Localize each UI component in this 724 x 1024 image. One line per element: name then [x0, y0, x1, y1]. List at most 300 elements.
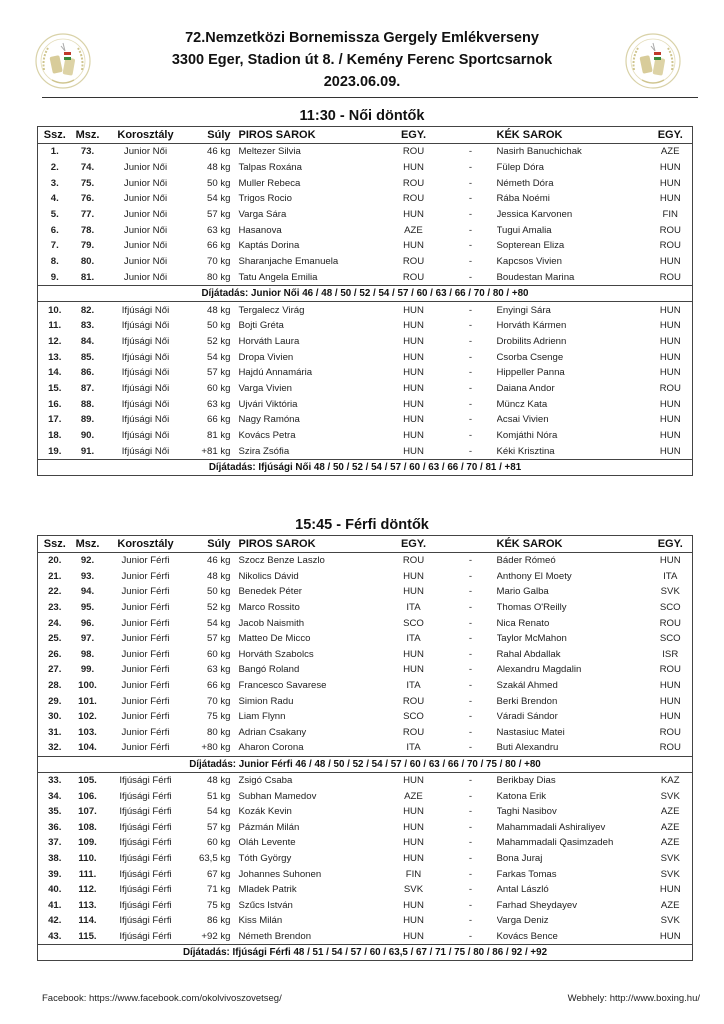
- blue-corner-boxer: Anthony El Moety: [496, 570, 572, 582]
- bout-weight: 66 kg: [207, 414, 231, 426]
- blue-corner-boxer: Taylor McMahon: [496, 633, 567, 645]
- prize-ceremony-row: [38, 756, 693, 772]
- bout-separator: -: [468, 680, 473, 692]
- col-category: Korosztály: [104, 127, 188, 144]
- bout-number: 23.: [48, 602, 62, 614]
- bout-number: 1.: [50, 146, 59, 158]
- bout-number: 39.: [48, 868, 62, 880]
- blue-corner-country: HUN: [659, 445, 681, 457]
- prize-ceremony-text: Díjátadás: Junior Férfi 46 / 48 / 50 / 52 / 54 / 57 / 60 / 63 / 66 / 70 / 75 / 80 / +80: [38, 756, 693, 772]
- bout-row: [38, 144, 693, 160]
- bout-weight: 75 kg: [207, 899, 231, 911]
- blue-corner-boxer: Jessica Karvonen: [496, 209, 573, 221]
- blue-corner-country: HUN: [659, 177, 681, 189]
- blue-corner-country: HUN: [659, 367, 681, 379]
- blue-corner-country: HUN: [659, 695, 681, 707]
- blue-corner-boxer: Taghi Nasibov: [496, 806, 557, 818]
- blue-corner-boxer: Nasirh Banuchichak: [496, 146, 582, 158]
- website-link[interactable]: Webhely: http://www.boxing.hu/: [567, 993, 700, 1004]
- blue-corner-boxer: Szakál Ahmed: [496, 680, 558, 692]
- bout-weight: 54 kg: [207, 806, 231, 818]
- bout-row: [38, 647, 693, 663]
- bout-separator: -: [468, 209, 473, 221]
- bout-weight: 60 kg: [207, 648, 231, 660]
- bout-number: 12.: [48, 335, 62, 347]
- bout-weight: 48 kg: [207, 304, 231, 316]
- bout-number: 15.: [48, 382, 62, 394]
- match-number: 91.: [80, 445, 95, 457]
- bout-number: 38.: [48, 852, 62, 864]
- blue-corner-boxer: Nastasiuc Matei: [496, 726, 565, 738]
- red-corner-country: HUN: [403, 320, 424, 332]
- bout-weight: 70 kg: [207, 695, 231, 707]
- blue-corner-country: HUN: [659, 193, 681, 205]
- red-corner-country: ITA: [406, 602, 421, 614]
- bout-weight: +81 kg: [201, 445, 231, 457]
- red-corner-boxer: Hajdú Annamária: [238, 367, 313, 379]
- bout-category: Junior Női: [123, 162, 168, 174]
- bout-separator: -: [468, 884, 473, 896]
- bout-separator: -: [468, 775, 473, 787]
- bout-category: Junior Férfi: [121, 602, 170, 614]
- blue-corner-boxer: Enyingi Sára: [496, 304, 551, 316]
- match-number: 107.: [78, 806, 97, 818]
- red-corner-boxer: Hasanova: [238, 224, 282, 236]
- red-corner-country: ROU: [402, 256, 425, 268]
- blue-corner-country: SVK: [660, 868, 680, 880]
- col-ssz: Ssz.: [38, 536, 72, 553]
- blue-corner-boxer: Bona Juraj: [496, 852, 543, 864]
- match-number: 105.: [78, 775, 97, 787]
- match-number: 90.: [80, 430, 95, 442]
- red-corner-country: SCO: [403, 617, 424, 629]
- bout-weight: 57 kg: [207, 633, 231, 645]
- red-corner-boxer: Oláh Levente: [238, 837, 296, 849]
- blue-corner-country: ROU: [659, 617, 681, 629]
- bout-weight: 71 kg: [207, 884, 231, 896]
- bout-number: 13.: [48, 351, 62, 363]
- match-number: 108.: [78, 821, 97, 833]
- bout-weight: 63,5 kg: [199, 852, 231, 864]
- bout-weight: 63 kg: [207, 664, 231, 676]
- bout-row: [38, 882, 693, 898]
- bout-category: Junior Férfi: [121, 726, 170, 738]
- bout-row: [38, 569, 693, 585]
- match-number: 87.: [80, 382, 95, 394]
- match-number: 85.: [80, 351, 95, 363]
- red-corner-boxer: Németh Brendon: [238, 930, 312, 942]
- red-corner-country: HUN: [403, 382, 424, 394]
- bout-row: [38, 740, 693, 756]
- blue-corner-country: ROU: [659, 664, 681, 676]
- blue-corner-boxer: Mahammadali Ashiraliyev: [496, 821, 606, 833]
- blue-corner-boxer: Buti Alexandru: [496, 742, 559, 754]
- red-corner-country: HUN: [403, 586, 424, 598]
- red-corner-country: AZE: [404, 790, 423, 802]
- red-corner-country: HUN: [403, 162, 424, 174]
- bout-number: 33.: [48, 775, 62, 787]
- match-number: 100.: [78, 680, 97, 692]
- bout-separator: -: [468, 193, 473, 205]
- bout-number: 27.: [48, 664, 62, 676]
- bout-category: Ifjúsági Férfi: [119, 899, 172, 911]
- prize-ceremony-text: Díjátadás: Ifjúsági Női 48 / 50 / 52 / 54 / 57 / 60 / 63 / 66 / 70 / 81 / +81: [38, 460, 693, 476]
- col-msz: Msz.: [72, 536, 104, 553]
- red-corner-boxer: Marco Rossito: [238, 602, 300, 614]
- bout-number: 32.: [48, 742, 62, 754]
- bout-separator: -: [468, 586, 473, 598]
- red-corner-country: HUN: [403, 899, 424, 911]
- bouts-body-women: [38, 144, 693, 476]
- red-corner-country: HUN: [403, 821, 424, 833]
- red-corner-country: HUN: [403, 775, 424, 787]
- bout-separator: -: [468, 367, 473, 379]
- bout-separator: -: [468, 445, 473, 457]
- event-title: 72.Nemzetközi Bornemissza Gergely Emlékverseny: [185, 30, 539, 46]
- table-header-row: [38, 127, 693, 144]
- bout-row: [38, 788, 693, 804]
- bout-category: Ifjúsági Férfi: [119, 790, 172, 802]
- bout-category: Junior Női: [123, 193, 168, 205]
- bout-category: Ifjúsági Férfi: [119, 852, 172, 864]
- red-corner-country: HUN: [403, 570, 424, 582]
- bout-number: 3.: [50, 177, 59, 189]
- blue-corner-country: HUN: [659, 256, 681, 268]
- red-corner-boxer: Francesco Savarese: [238, 680, 327, 692]
- match-number: 97.: [80, 633, 95, 645]
- red-corner-boxer: Adrian Csakany: [238, 726, 307, 738]
- red-corner-boxer: Tatu Angela Emilia: [238, 271, 318, 283]
- match-number: 98.: [80, 648, 95, 660]
- blue-corner-boxer: Rahal Abdallak: [496, 648, 561, 660]
- bout-weight: 48 kg: [207, 162, 231, 174]
- bout-weight: 54 kg: [207, 351, 231, 363]
- red-corner-country: SCO: [403, 711, 424, 723]
- bout-row: [38, 207, 693, 223]
- prize-ceremony-row: [38, 286, 693, 302]
- blue-corner-boxer: Farhad Sheydayev: [496, 899, 578, 911]
- blue-corner-country: HUN: [659, 320, 681, 332]
- bout-row: [38, 835, 693, 851]
- red-corner-country: FIN: [405, 868, 422, 880]
- bout-number: 19.: [48, 445, 62, 457]
- bout-number: 4.: [50, 193, 59, 205]
- col-blue-corner: KÉK SAROK: [497, 127, 649, 144]
- red-corner-country: HUN: [403, 664, 424, 676]
- red-corner-boxer: Szira Zsófia: [238, 445, 290, 457]
- bout-separator: -: [468, 617, 473, 629]
- bout-separator: -: [468, 742, 473, 754]
- red-corner-country: ROU: [402, 726, 425, 738]
- bout-separator: -: [468, 790, 473, 802]
- bout-weight: 46 kg: [207, 555, 231, 567]
- bout-number: 31.: [48, 726, 62, 738]
- bout-category: Junior Női: [123, 240, 168, 252]
- bout-weight: 48 kg: [207, 775, 231, 787]
- bout-category: Ifjúsági Női: [121, 367, 170, 379]
- match-number: 84.: [80, 335, 95, 347]
- bout-number: 29.: [48, 695, 62, 707]
- bout-category: Ifjúsági Női: [121, 304, 170, 316]
- red-corner-country: ROU: [402, 695, 425, 707]
- blue-corner-country: AZE: [660, 899, 680, 911]
- bout-number: 16.: [48, 398, 62, 410]
- match-number: 101.: [78, 695, 97, 707]
- match-number: 74.: [80, 162, 95, 174]
- match-number: 112.: [78, 884, 97, 896]
- red-corner-country: HUN: [403, 240, 424, 252]
- match-number: 73.: [80, 146, 95, 158]
- bout-separator: -: [468, 335, 473, 347]
- bout-number: 36.: [48, 821, 62, 833]
- blue-corner-country: ISR: [662, 648, 679, 660]
- red-corner-country: ROU: [402, 146, 425, 158]
- bout-separator: -: [468, 555, 473, 567]
- col-red-country: EGY.: [383, 127, 445, 144]
- match-number: 110.: [78, 852, 97, 864]
- bout-number: 35.: [48, 806, 62, 818]
- col-blue-country: EGY.: [649, 536, 693, 553]
- bout-category: Ifjúsági Férfi: [119, 837, 172, 849]
- match-number: 103.: [78, 726, 97, 738]
- bout-separator: -: [468, 821, 473, 833]
- bout-separator: -: [468, 351, 473, 363]
- col-category: Korosztály: [104, 536, 188, 553]
- red-corner-boxer: Muller Rebeca: [238, 177, 301, 189]
- blue-corner-country: HUN: [659, 930, 681, 942]
- match-number: 81.: [80, 271, 95, 283]
- bout-separator: -: [468, 224, 473, 236]
- red-corner-boxer: Bangó Roland: [238, 664, 300, 676]
- bout-row: [38, 631, 693, 647]
- bout-number: 24.: [48, 617, 62, 629]
- red-corner-boxer: Horváth Szabolcs: [238, 648, 314, 660]
- blue-corner-country: ROU: [659, 726, 681, 738]
- bout-row: [38, 804, 693, 820]
- bout-number: 40.: [48, 884, 62, 896]
- red-corner-boxer: Liam Flynn: [238, 711, 286, 723]
- bout-category: Junior Női: [123, 256, 168, 268]
- blue-corner-country: ITA: [663, 570, 678, 582]
- blue-corner-country: HUN: [659, 304, 681, 316]
- bout-category: Ifjúsági Férfi: [119, 868, 172, 880]
- match-number: 88.: [80, 398, 95, 410]
- prize-ceremony-row: [38, 945, 693, 961]
- bout-weight: +92 kg: [201, 930, 231, 942]
- match-number: 79.: [80, 240, 95, 252]
- bout-row: [38, 693, 693, 709]
- prize-ceremony-row: [38, 460, 693, 476]
- blue-corner-boxer: Boudestan Marina: [496, 271, 575, 283]
- match-number: 93.: [80, 570, 95, 582]
- session-title-men: 15:45 - Férfi döntők: [295, 517, 429, 533]
- bout-weight: 57 kg: [207, 821, 231, 833]
- red-corner-country: HUN: [403, 445, 424, 457]
- red-corner-boxer: Talpas Roxána: [238, 162, 302, 174]
- blue-corner-country: SVK: [660, 915, 680, 927]
- col-red-corner: PIROS SAROK: [235, 536, 383, 553]
- bout-separator: -: [468, 711, 473, 723]
- bout-weight: 52 kg: [207, 335, 231, 347]
- bout-separator: -: [468, 177, 473, 189]
- col-weight: Súly: [188, 536, 235, 553]
- col-separator: [445, 127, 497, 144]
- red-corner-country: HUN: [403, 351, 424, 363]
- red-corner-boxer: Zsigó Csaba: [238, 775, 293, 787]
- blue-corner-boxer: Kéki Krisztina: [496, 445, 555, 457]
- bout-separator: -: [468, 320, 473, 332]
- red-corner-country: HUN: [403, 852, 424, 864]
- blue-corner-boxer: Berikbay Dias: [496, 775, 556, 787]
- match-number: 115.: [78, 930, 97, 942]
- bout-category: Junior Férfi: [121, 555, 170, 567]
- match-number: 106.: [78, 790, 97, 802]
- blue-corner-country: AZE: [660, 837, 680, 849]
- red-corner-country: HUN: [403, 930, 424, 942]
- blue-corner-boxer: Berki Brendon: [496, 695, 558, 707]
- bout-category: Ifjúsági Női: [121, 335, 170, 347]
- bout-number: 14.: [48, 367, 62, 379]
- bout-number: 30.: [48, 711, 62, 723]
- match-number: 92.: [80, 555, 95, 567]
- red-corner-boxer: Mladek Patrik: [238, 884, 297, 896]
- bout-weight: 48 kg: [207, 570, 231, 582]
- bout-separator: -: [468, 602, 473, 614]
- bout-row: [38, 222, 693, 238]
- bout-row: [38, 820, 693, 836]
- bout-category: Junior Női: [123, 271, 168, 283]
- bout-category: Junior Férfi: [121, 695, 170, 707]
- blue-corner-boxer: Varga Deniz: [496, 915, 549, 927]
- bout-weight: 60 kg: [207, 382, 231, 394]
- red-corner-boxer: Tergalecz Virág: [238, 304, 305, 316]
- bout-row: [38, 866, 693, 882]
- bout-row: [38, 772, 693, 788]
- bout-separator: -: [468, 899, 473, 911]
- bout-category: Ifjúsági Férfi: [119, 930, 172, 942]
- blue-corner-country: HUN: [659, 335, 681, 347]
- blue-corner-boxer: Horváth Kármen: [496, 320, 567, 332]
- bout-weight: 46 kg: [207, 146, 231, 158]
- red-corner-boxer: Simion Radu: [238, 695, 294, 707]
- col-msz: Msz.: [72, 127, 104, 144]
- red-corner-boxer: Aharon Corona: [238, 742, 304, 754]
- col-blue-country: EGY.: [649, 127, 693, 144]
- match-number: 109.: [78, 837, 97, 849]
- bout-row: [38, 600, 693, 616]
- bout-weight: 50 kg: [207, 586, 231, 598]
- bout-category: Ifjúsági Férfi: [119, 915, 172, 927]
- blue-corner-country: HUN: [659, 884, 681, 896]
- red-corner-boxer: Johannes Suhonen: [238, 868, 322, 880]
- bout-weight: 63 kg: [207, 224, 231, 236]
- bout-number: 42.: [48, 915, 62, 927]
- bout-weight: 75 kg: [207, 711, 231, 723]
- red-corner-boxer: Bojti Gréta: [238, 320, 284, 332]
- header-divider: [42, 97, 698, 98]
- red-corner-boxer: Tóth György: [238, 852, 292, 864]
- facebook-link[interactable]: Facebook: https://www.facebook.com/okolvivoszovetseg/: [42, 993, 282, 1004]
- bout-row: [38, 662, 693, 678]
- bout-category: Junior Férfi: [121, 648, 170, 660]
- bout-separator: -: [468, 633, 473, 645]
- blue-corner-country: SCO: [659, 633, 681, 645]
- bout-weight: 57 kg: [207, 209, 231, 221]
- bouts-table-men: [37, 535, 693, 961]
- bout-category: Junior Női: [123, 146, 168, 158]
- match-number: 76.: [80, 193, 95, 205]
- red-corner-country: HUN: [403, 209, 424, 221]
- prize-ceremony-text: Díjátadás: Junior Női 46 / 48 / 50 / 52 / 54 / 57 / 60 / 63 / 66 / 70 / 80 / +80: [38, 286, 693, 302]
- blue-corner-country: KAZ: [660, 775, 680, 787]
- blue-corner-country: HUN: [659, 555, 681, 567]
- red-corner-boxer: Varga Vivien: [238, 382, 293, 394]
- match-number: 77.: [80, 209, 95, 221]
- bout-weight: +80 kg: [201, 742, 231, 754]
- bout-separator: -: [468, 398, 473, 410]
- blue-corner-country: HUN: [659, 351, 681, 363]
- bout-weight: 54 kg: [207, 193, 231, 205]
- bout-row: [38, 238, 693, 254]
- bout-separator: -: [468, 726, 473, 738]
- col-ssz: Ssz.: [38, 127, 72, 144]
- bout-number: 17.: [48, 414, 62, 426]
- red-corner-boxer: Kozák Kevin: [238, 806, 292, 818]
- red-corner-boxer: Matteo De Micco: [238, 633, 311, 645]
- bout-row: [38, 381, 693, 397]
- bout-row: [38, 913, 693, 929]
- bout-category: Junior Férfi: [121, 664, 170, 676]
- bout-weight: 67 kg: [207, 868, 231, 880]
- bout-category: Junior Férfi: [121, 742, 170, 754]
- red-corner-country: HUN: [403, 398, 424, 410]
- blue-corner-country: ROU: [659, 224, 681, 236]
- red-corner-boxer: Dropa Vivien: [238, 351, 294, 363]
- blue-corner-country: HUN: [659, 162, 681, 174]
- blue-corner-boxer: Rába Noémi: [496, 193, 550, 205]
- bout-row: [38, 318, 693, 334]
- bout-category: Junior Női: [123, 224, 168, 236]
- blue-corner-boxer: Hippeller Panna: [496, 367, 565, 379]
- bout-weight: 57 kg: [207, 367, 231, 379]
- bout-category: Ifjúsági Női: [121, 351, 170, 363]
- blue-corner-country: ROU: [659, 271, 681, 283]
- bout-weight: 60 kg: [207, 837, 231, 849]
- bout-separator: -: [468, 430, 473, 442]
- bout-row: [38, 725, 693, 741]
- blue-corner-boxer: Mario Galba: [496, 586, 549, 598]
- blue-corner-boxer: Thomas O'Reilly: [496, 602, 567, 614]
- blue-corner-country: HUN: [659, 680, 681, 692]
- red-corner-boxer: Benedek Péter: [238, 586, 302, 598]
- match-number: 99.: [80, 664, 95, 676]
- blue-corner-boxer: Kapcsos Vivien: [496, 256, 562, 268]
- bout-separator: -: [468, 806, 473, 818]
- red-corner-boxer: Nagy Ramóna: [238, 414, 300, 426]
- bout-category: Junior Férfi: [121, 711, 170, 723]
- blue-corner-boxer: Nica Renato: [496, 617, 550, 629]
- bout-category: Ifjúsági Férfi: [119, 775, 172, 787]
- red-corner-country: ITA: [406, 680, 421, 692]
- bout-separator: -: [468, 304, 473, 316]
- bout-separator: -: [468, 837, 473, 849]
- bout-row: [38, 615, 693, 631]
- bout-separator: -: [468, 930, 473, 942]
- bout-row: [38, 678, 693, 694]
- bout-number: 43.: [48, 930, 62, 942]
- bout-row: [38, 584, 693, 600]
- bout-category: Ifjúsági Férfi: [119, 821, 172, 833]
